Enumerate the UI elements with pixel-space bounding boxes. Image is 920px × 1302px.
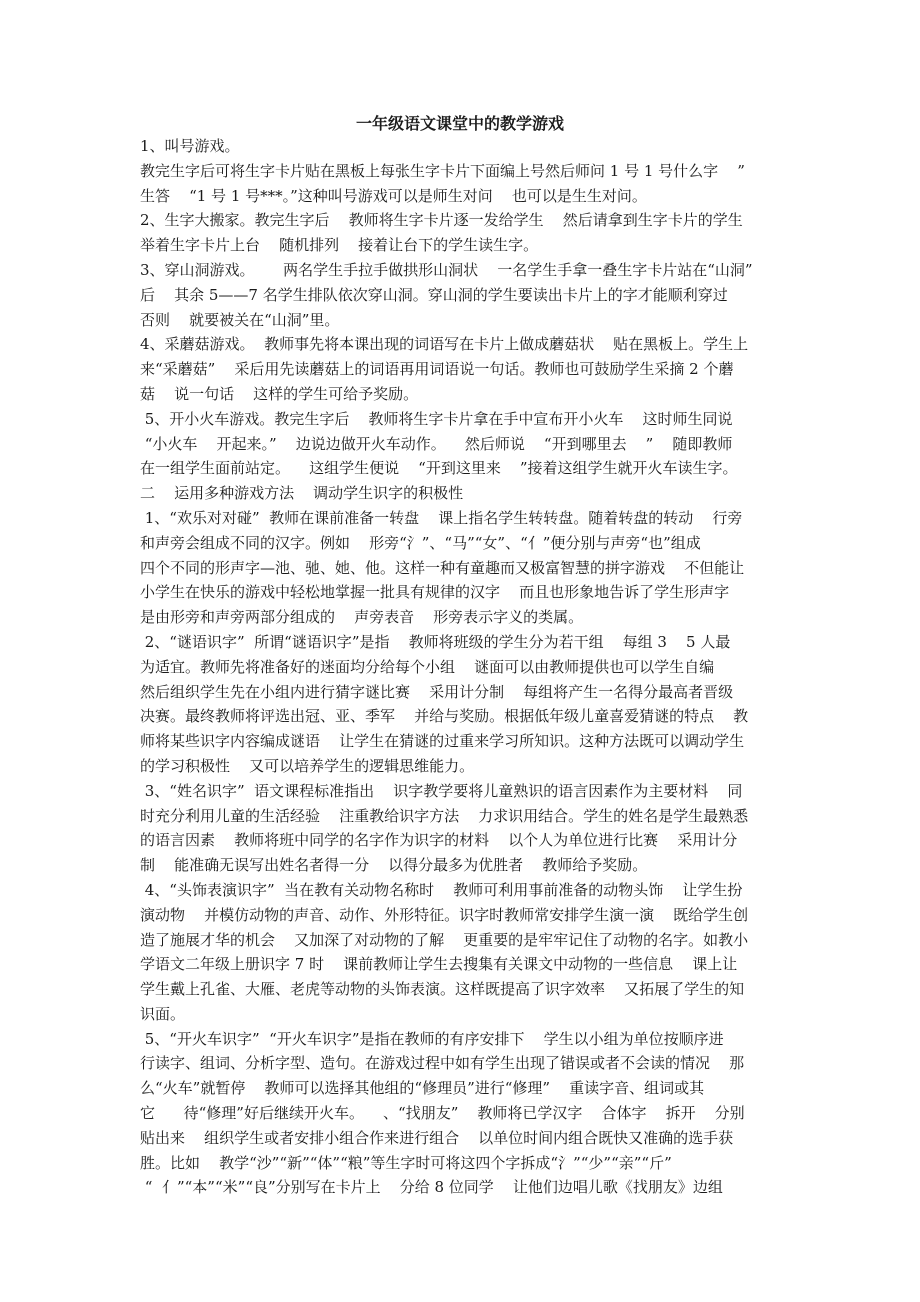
text-line: 决赛。最终教师将评选出冠、亚、季军 并给与奖励。根据低年级儿童喜爱猜谜的特点 教 <box>140 707 749 726</box>
text-line: 3、“姓名识字” 语文课程标准指出 识字教学要将儿童熟识的语言因素作为主要材料 同 <box>140 781 743 800</box>
document-title: 一年级语文课堂中的教学游戏 <box>355 114 564 133</box>
text-line: “小火车 开起来。” 边说边做开火车动作。 然后师说 “开到哪里去 ” 随即教师 <box>140 434 733 453</box>
text-line: 么“火车”就暂停 教师可以选择其他组的“修理员”进行“修理” 重读字音、组词或其 <box>140 1079 705 1098</box>
text-line: 后 其余 5——7 名学生排队依次穿山洞。穿山洞的学生要读出卡片上的字才能顺利穿过 <box>140 285 728 304</box>
text-line: 为适宜。教师先将准备好的迷面均分给每个小组 谜面可以由教师提供也可以学生自编 <box>140 657 715 676</box>
text-line: 学语文二年级上册识字 7 时 课前教师让学生去搜集有关课文中动物的一些信息 课上让 <box>140 955 738 974</box>
text-line: 识面。 <box>140 1004 186 1023</box>
text-line: 5、“开火车识字” “开火车识字”是指在教师的有序安排下 学生以小组为单位按顺序进 <box>140 1029 724 1048</box>
text-line: 1、叫号游戏。 <box>140 137 240 155</box>
text-line: 制 能准确无误写出姓名者得一分 以得分最多为优胜者 教师给予奖励。 <box>140 856 648 875</box>
text-line: 2、生字大搬家。教完生字后 教师将生字卡片逐一发给学生 然后请拿到生字卡片的学生 <box>140 211 743 230</box>
text-line: 教完生字后可将生字卡片贴在黑板上每张生字卡片下面编上号然后师问 1 号 1 号什么字 ” <box>140 161 745 180</box>
text-line: 行读字、组词、分析字型、造句。在游戏过程中如有学生出现了错误或者不会读的情况 那 <box>140 1054 745 1073</box>
text-line: 5、开小火车游戏。教完生字后 教师将生字卡片拿在手中宣布开小火车 这时师生同说 <box>140 409 733 428</box>
text-line: 菇 说一句话 这样的学生可给予奖励。 <box>140 384 419 403</box>
text-line: 的语言因素 教师将班中同学的名字作为识字的材料 以个人为单位进行比赛 采用计分 <box>140 831 738 850</box>
text-line: 否则 就要被关在“山洞”里。 <box>140 310 340 329</box>
text-line: 来“采蘑菇” 采后用先读蘑菇上的词语再用词语说一句话。教师也可鼓励学生采摘 2 个蘑 <box>140 360 734 379</box>
document-body <box>140 134 800 1200</box>
text-line: 3、穿山洞游戏。 两名学生手拉手做拱形山洞状 一名学生手拿一叠生字卡片站在“山洞” <box>140 260 753 279</box>
text-line: 胜。比如 教学“沙”“新”“体”“粮”等生字时可将这四个字拆成“氵”“少”“亲”“斤” <box>140 1153 672 1172</box>
text-line: 和声旁会组成不同的汉字。例如 形旁“氵”、“马”“女”、“亻”便分别与声旁“也”组成 <box>140 533 701 552</box>
text-line: 在一组学生面前站定。 这组学生便说 “开到这里来 ”接着这组学生就开火车读生字。 <box>140 459 738 478</box>
text-line: 贴出来 组织学生或者安排小组合作来进行组合 以单位时间内组合既快又准确的选手获 <box>140 1128 734 1147</box>
text-line: 小学生在快乐的游戏中轻松地掌握一批具有规律的汉字 而且也形象地告诉了学生形声字 <box>140 583 730 602</box>
text-line: 生答 “1 号 1 号***。”这种叫号游戏可以是师生对问 也可以是生生对问。 <box>140 186 647 205</box>
text-line: 学生戴上孔雀、大雁、老虎等动物的头饰表演。这样既提高了识字效率 又拓展了学生的知 <box>140 980 745 999</box>
text-line: 举着生字卡片上台 随机排列 接着让台下的学生读生字。 <box>140 236 539 255</box>
text-line: 1、“欢乐对对碰” 教师在课前准备一转盘 课上指名学生转转盘。随着转盘的转动 行旁 <box>140 508 743 527</box>
text-line: 是由形旁和声旁两部分组成的 声旁表音 形旁表示字义的类属。 <box>140 608 584 627</box>
text-line: 二 运用多种游戏方法 调动学生识字的积极性 <box>140 484 464 503</box>
text-line: 四个不同的形声字—池、驰、她、他。这样一种有童趣而又极富智慧的拼字游戏 不但能让 <box>140 558 745 577</box>
text-line: 时充分利用儿童的生活经验 注重教给识字方法 力求识用结合。学生的姓名是学生最熟悉 <box>140 806 749 825</box>
text-line: 2、“谜语识字” 所谓“谜语识字”是指 教师将班级的学生分为若干组 每组 3 5 人最 <box>140 632 731 651</box>
text-line: 师将某些识字内容编成谜语 让学生在猜谜的过重来学习所知识。这种方法既可以调动学生 <box>140 732 745 751</box>
text-line: 造了施展才华的机会 又加深了对动物的了解 更重要的是牢牢记住了动物的名字。如教小 <box>140 930 749 949</box>
text-line: 它 待“修理”好后继续开火车。 、“找朋友” 教师将已学汉字 合体字 拆开 分别 <box>140 1104 745 1123</box>
text-line: 的学习积极性 又可以培养学生的逻辑思维能力。 <box>140 756 475 775</box>
text-line: 演动物 并模仿动物的声音、动作、外形特征。识字时教师常安排学生演一演 既给学生创 <box>140 905 749 924</box>
text-line: 4、采蘑菇游戏。 教师事先将本课出现的词语写在卡片上做成蘑菇状 贴在黑板上。学生上 <box>140 335 749 354</box>
text-line: 4、“头饰表演识字” 当在教有关动物名称时 教师可利用事前准备的动物头饰 让学生扮 <box>140 880 743 899</box>
text-line: 然后组织学生先在小组内进行猜字谜比赛 采用计分制 每组将产生一名得分最高者晋级 <box>140 682 734 701</box>
text-line: “ 亻”“本”“米”“良”分别写在卡片上 分给 8 位同学 让他们边唱儿歌《找朋友》边组 <box>140 1178 723 1197</box>
